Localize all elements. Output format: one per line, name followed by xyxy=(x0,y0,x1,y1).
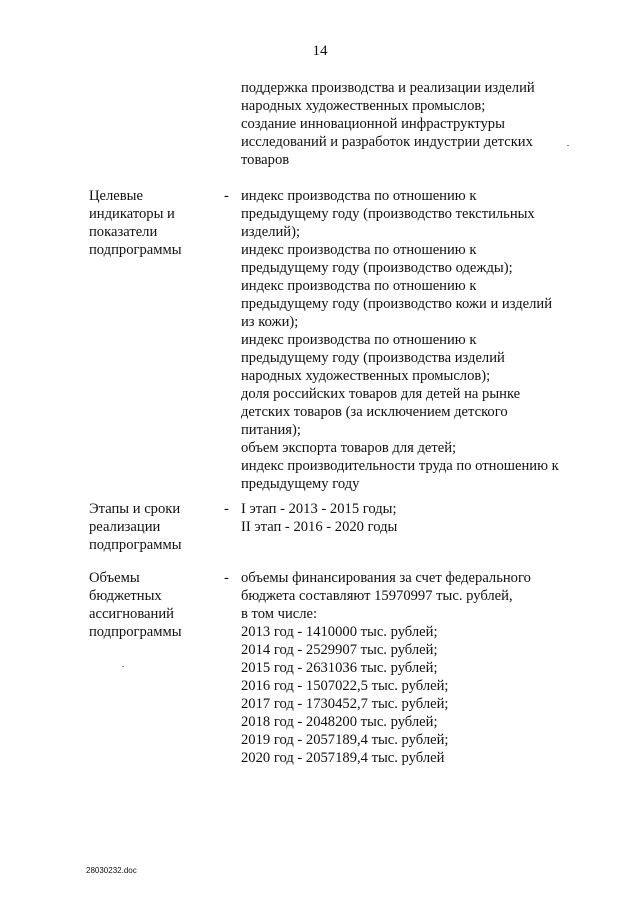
label-line: подпрограммы xyxy=(89,624,182,640)
content-line: бюджета составляют 15970997 тыс. рублей, xyxy=(241,588,513,604)
intro-line: товаров xyxy=(241,152,290,168)
intro-line: поддержка производства и реализации изделий xyxy=(241,80,535,96)
content-line: детских товаров (за исключением детского xyxy=(241,404,508,420)
content-line: 2020 год - 2057189,4 тыс. рублей xyxy=(241,750,445,766)
list-dash: - xyxy=(224,188,229,204)
content-line: из кожи); xyxy=(241,314,299,330)
intro-line: создание инновационной инфраструктуры xyxy=(241,116,505,132)
content-line: народных художественных промыслов); xyxy=(241,368,491,384)
label-line: подпрограммы xyxy=(89,537,182,553)
label-line: Объемы xyxy=(89,570,140,586)
content-line: предыдущему году (производства изделий xyxy=(241,350,505,366)
content-line: предыдущему году (производство кожи и изделий xyxy=(241,296,553,312)
content-line: индекс производства по отношению к xyxy=(241,242,477,258)
section-label xyxy=(89,569,219,641)
label-line: показатели xyxy=(89,224,158,240)
section-content xyxy=(241,500,591,536)
content-line: индекс производства по отношению к xyxy=(241,332,477,348)
content-line: 2018 год - 2048200 тыс. рублей; xyxy=(241,714,438,730)
content-line: изделий); xyxy=(241,224,301,240)
content-line: 2014 год - 2529907 тыс. рублей; xyxy=(241,642,438,658)
content-line: предыдущему году xyxy=(241,476,360,492)
scan-speck xyxy=(122,666,124,667)
label-line: Целевые xyxy=(89,188,143,204)
content-line: предыдущему году (производство текстильных xyxy=(241,206,535,222)
content-line: объемы финансирования за счет федерального xyxy=(241,570,531,586)
content-line: в том числе: xyxy=(241,606,318,622)
content-line: предыдущему году (производство одежды); xyxy=(241,260,513,276)
content-line: индекс производства по отношению к xyxy=(241,278,477,294)
section-label xyxy=(89,500,219,554)
content-line: индекс производства по отношению к xyxy=(241,188,477,204)
content-line: II этап - 2016 - 2020 годы xyxy=(241,519,398,535)
intro-line: народных художественных промыслов; xyxy=(241,98,486,114)
content-line: индекс производительности труда по отношению к xyxy=(241,458,559,474)
list-dash: - xyxy=(224,570,229,586)
label-line: бюджетных xyxy=(89,588,162,604)
file-name-footer: 28030232.doc xyxy=(86,866,137,875)
scan-speck xyxy=(567,145,569,146)
content-line: 2017 год - 1730452,7 тыс. рублей; xyxy=(241,696,449,712)
label-line: Этапы и сроки xyxy=(89,501,181,517)
page-number: 14 xyxy=(312,43,328,59)
content-line: объем экспорта товаров для детей; xyxy=(241,440,457,456)
label-line: реализации xyxy=(89,519,161,535)
list-dash: - xyxy=(224,501,229,517)
content-line: I этап - 2013 - 2015 годы; xyxy=(241,501,397,517)
section-content xyxy=(241,569,591,767)
content-line: 2015 год - 2631036 тыс. рублей; xyxy=(241,660,438,676)
section-label xyxy=(89,187,219,259)
content-line: 2019 год - 2057189,4 тыс. рублей; xyxy=(241,732,449,748)
intro-text xyxy=(241,79,601,169)
intro-line: исследований и разработок индустрии детских xyxy=(241,134,533,150)
label-line: индикаторы и xyxy=(89,206,175,222)
label-line: ассигнований xyxy=(89,606,174,622)
label-line: подпрограммы xyxy=(89,242,182,258)
content-line: 2016 год - 1507022,5 тыс. рублей; xyxy=(241,678,449,694)
content-line: доля российских товаров для детей на рынке xyxy=(241,386,521,402)
section-content xyxy=(241,187,591,493)
content-line: питания); xyxy=(241,422,301,438)
content-line: 2013 год - 1410000 тыс. рублей; xyxy=(241,624,438,640)
